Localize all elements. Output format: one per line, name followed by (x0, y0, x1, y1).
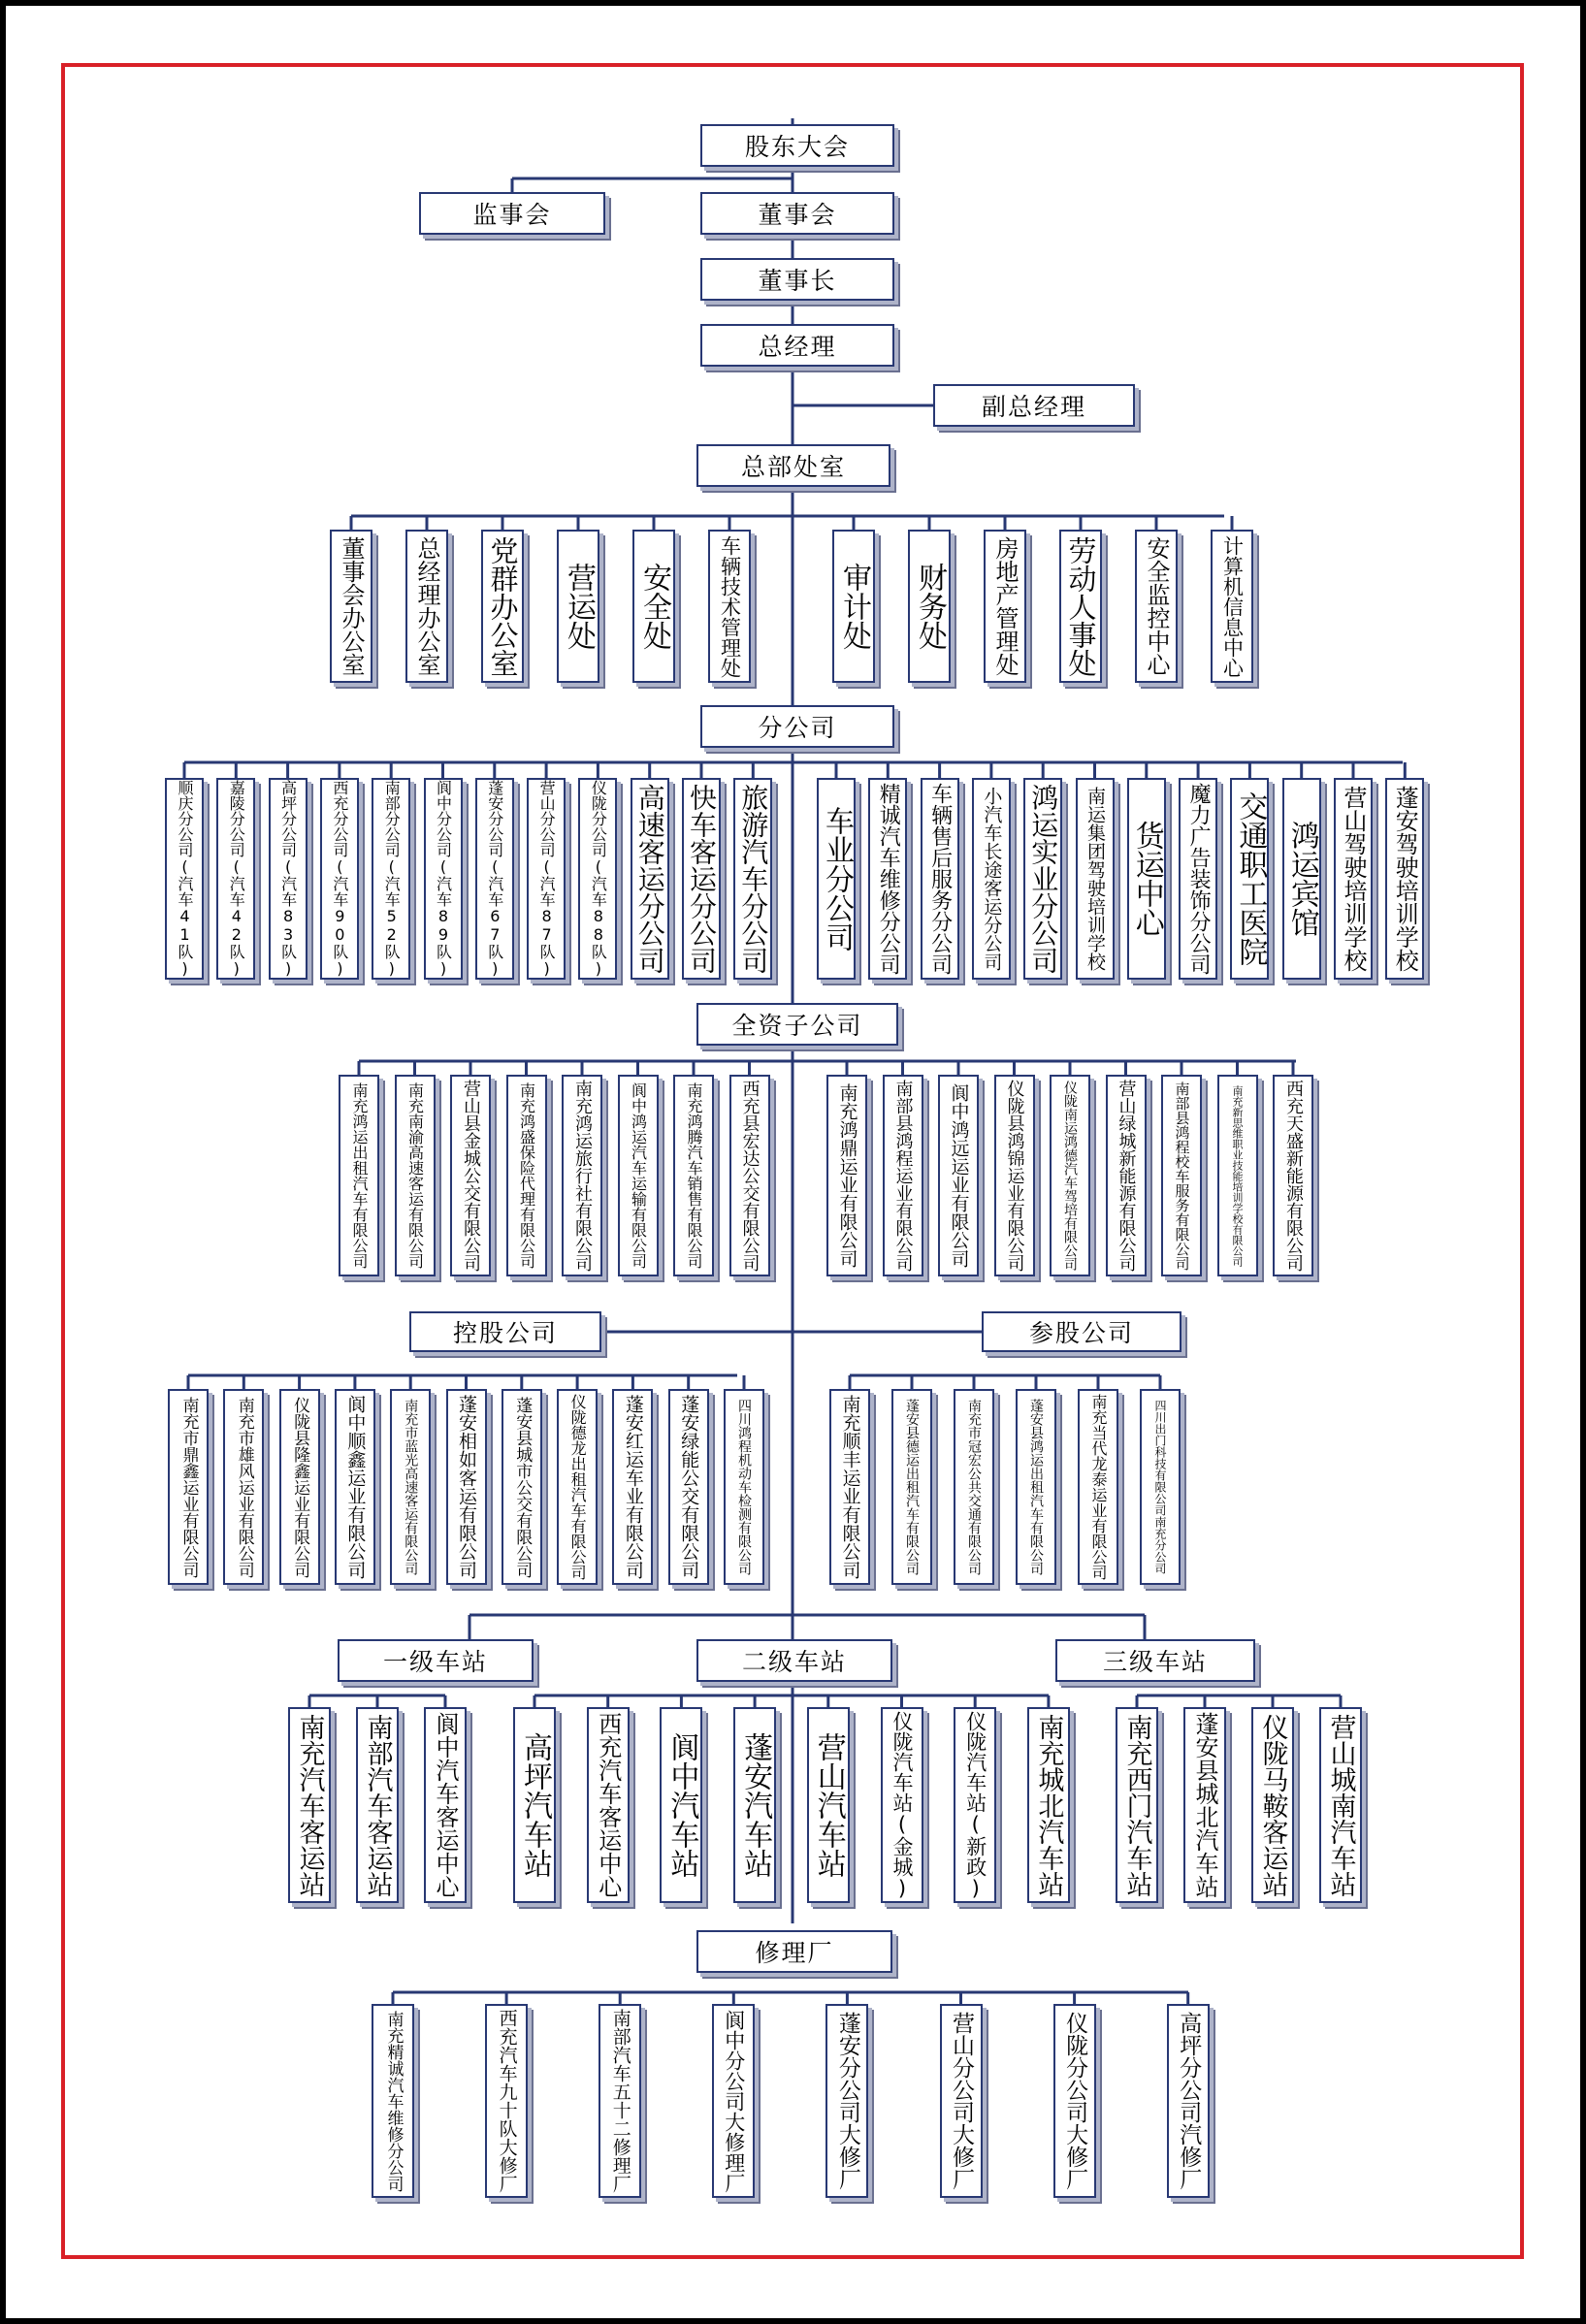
participations-box[interactable]: 参股公司 (982, 1311, 1181, 1352)
repair-item-6-label: 仪陇分公司大修厂 (1062, 2012, 1088, 2190)
branch-item-11[interactable] (733, 778, 772, 980)
participation-item-4-label: 南充当代龙泰运业有限公司 (1089, 1394, 1108, 1580)
branch-item-20[interactable] (1230, 778, 1269, 980)
subsidiary-item-8[interactable] (826, 1075, 867, 1276)
participation-item-2-label: 南充市冠宏公共交通有限公司 (966, 1399, 982, 1575)
station-level2-item-3[interactable] (733, 1707, 776, 1903)
holding-item-9-label: 蓬安绿能公交有限公司 (678, 1395, 700, 1579)
headquarters-item-4[interactable] (632, 530, 675, 683)
subsidiary-item-13[interactable] (1106, 1075, 1147, 1276)
branch-item-18-label: 货运中心 (1129, 821, 1164, 937)
branch-item-0-label: 顺庆分公司(汽车41队) (176, 780, 194, 978)
branch-item-19[interactable] (1179, 778, 1217, 980)
headquarters-item-2-label: 党群办公室 (486, 535, 520, 677)
holdings-box[interactable]: 控股公司 (409, 1311, 601, 1352)
branch-item-12[interactable] (817, 778, 856, 980)
headquarters-item-8-label: 房地产管理处 (991, 536, 1019, 676)
subsidiary-item-7-label: 西充县宏达公交有限公司 (739, 1080, 761, 1272)
headquarters-item-2[interactable] (481, 530, 524, 683)
subsidiary-item-5-label: 阆中鸿运汽车运输有限公司 (629, 1082, 648, 1269)
subsidiary-item-10-label: 阆中鸿远运业有限公司 (948, 1083, 970, 1268)
repair-item-1[interactable] (485, 2004, 528, 2198)
repair-item-0-label: 南充精诚汽车维修分公司 (383, 2010, 404, 2192)
participation-item-5-label: 四川出门科技有限公司南充分公司 (1153, 1400, 1167, 1574)
branch-item-5-label: 阆中分公司(汽车89队) (434, 780, 453, 978)
branch-item-21-label: 鸿运宾馆 (1284, 821, 1319, 937)
branch-item-11-label: 旅游汽车分公司 (737, 784, 770, 974)
headquarters-item-3-label: 营运处 (562, 563, 596, 650)
branch-item-3-label: 西充分公司(汽车90队) (330, 780, 349, 978)
branch-item-23-label: 蓬安驾驶培训学校 (1391, 786, 1419, 972)
branch-item-6[interactable] (475, 778, 514, 980)
subsidiary-item-8-label: 南充鸿鼎运业有限公司 (836, 1083, 858, 1268)
station-level3-item-3-label: 营山城南汽车站 (1325, 1713, 1356, 1897)
station-level1-item-2-label: 阆中汽车客运中心 (432, 1712, 459, 1898)
station-level1-item-1[interactable] (356, 1707, 399, 1903)
holding-item-2-label: 仪陇县隆鑫运业有限公司 (290, 1396, 310, 1578)
headquarters-item-10-label: 安全监控中心 (1143, 536, 1170, 676)
subsidiary-item-12[interactable] (1050, 1075, 1090, 1276)
participation-item-5[interactable] (1140, 1389, 1181, 1585)
repair-item-1-label: 西充汽车九十队大修厂 (496, 2009, 518, 2193)
subsidiary-item-3-label: 南充鸿盛保险代理有限公司 (517, 1082, 536, 1269)
subsidiary-item-15[interactable] (1217, 1075, 1258, 1276)
station-level2-item-3-label: 蓬安汽车站 (738, 1732, 773, 1878)
board-of-directors-box[interactable]: 董事会 (700, 192, 894, 235)
supervisory-board-box[interactable]: 监事会 (419, 192, 605, 235)
branch-item-10-label: 快车客运分公司 (686, 784, 718, 974)
branch-item-8[interactable] (578, 778, 617, 980)
branch-item-6-label: 蓬安分公司(汽车67队) (485, 780, 504, 978)
station-level2-item-5-label: 仪陇汽车站(金城) (890, 1710, 914, 1900)
repair-item-4-label: 蓬安分公司大修厂 (834, 2012, 860, 2190)
branch-item-19-label: 魔力广告装饰分公司 (1186, 783, 1212, 975)
repair-item-3[interactable] (712, 2004, 755, 2198)
holding-item-8-label: 蓬安红运车业有限公司 (622, 1395, 644, 1579)
station-level1-item-2[interactable] (424, 1707, 467, 1903)
headquarters-item-9-label: 劳动人事处 (1064, 535, 1098, 677)
subsidiary-item-11[interactable] (994, 1075, 1035, 1276)
repair-item-5[interactable] (940, 2004, 983, 2198)
holding-item-9[interactable] (668, 1389, 709, 1585)
branch-item-15[interactable] (972, 778, 1011, 980)
station-level2-item-5[interactable] (881, 1707, 923, 1903)
chairman-box[interactable]: 董事长 (700, 258, 894, 301)
subsidiary-item-6-label: 南充鸿腾汽车销售有限公司 (685, 1082, 703, 1269)
holding-item-7-label: 仪陇德龙出租汽车有限公司 (568, 1394, 588, 1580)
holding-item-6[interactable] (502, 1389, 542, 1585)
branch-item-13-label: 精诚汽车维修分公司 (876, 783, 901, 975)
branch-item-22[interactable] (1334, 778, 1373, 980)
branch-item-12-label: 车业分公司 (820, 806, 854, 952)
headquarters-item-5[interactable] (708, 530, 751, 683)
participation-item-3[interactable] (1016, 1389, 1056, 1585)
subsidiary-item-4-label: 南充鸿运旅行社有限公司 (572, 1080, 593, 1272)
branch-item-2[interactable] (269, 778, 307, 980)
repair-item-4[interactable] (825, 2004, 868, 2198)
headquarters-item-9[interactable] (1059, 530, 1102, 683)
branch-item-9[interactable] (631, 778, 669, 980)
holding-item-7[interactable] (557, 1389, 598, 1585)
repair-item-2-label: 南部汽车五十二修理厂 (609, 2009, 631, 2193)
holding-item-10-label: 四川鸿程机动车检测有限公司 (736, 1399, 752, 1575)
branch-item-18[interactable] (1127, 778, 1166, 980)
branch-item-17-label: 南运集团驾驶培训学校 (1084, 787, 1106, 971)
headquarters-item-3[interactable] (557, 530, 599, 683)
subsidiary-item-16-label: 西充天盛新能源有限公司 (1283, 1080, 1304, 1272)
branch-item-13[interactable] (868, 778, 907, 980)
subsidiary-item-9[interactable] (883, 1075, 923, 1276)
branch-item-14-label: 车辆售后服务分公司 (927, 783, 953, 975)
station-level3-item-3[interactable] (1319, 1707, 1362, 1903)
station-level3-item-1[interactable] (1183, 1707, 1226, 1903)
headquarters-item-5-label: 车辆技术管理处 (718, 534, 742, 678)
branch-item-8-label: 仪陇分公司(汽车88队) (589, 780, 608, 978)
participation-item-3-label: 蓬安县鸿运出租汽车有限公司 (1028, 1399, 1044, 1575)
participation-item-1[interactable] (891, 1389, 932, 1585)
shareholders-meeting-box[interactable]: 股东大会 (700, 124, 894, 167)
branch-item-16[interactable] (1023, 778, 1062, 980)
headquarters-item-11[interactable] (1211, 530, 1253, 683)
subsidiary-item-15-label: 南充新思维职业技能培训学校有限公司 (1231, 1084, 1244, 1267)
subsidiary-item-0[interactable] (339, 1075, 379, 1276)
branch-item-21[interactable] (1282, 778, 1321, 980)
repair-item-0[interactable] (372, 2004, 414, 2198)
branch-item-9-label: 高速客运分公司 (633, 784, 666, 974)
subsidiary-item-13-label: 营山绿城新能源有限公司 (1116, 1080, 1137, 1272)
station-level3-item-0[interactable] (1116, 1707, 1158, 1903)
repair-item-3-label: 阆中分公司大修理厂 (722, 2009, 746, 2193)
participation-item-0[interactable] (829, 1389, 870, 1585)
headquarters-item-10[interactable] (1135, 530, 1178, 683)
station-level2-item-6-label: 仪陇汽车站(新政) (963, 1710, 987, 1900)
station-level1-box[interactable]: 一级车站 (338, 1639, 534, 1682)
station-level2-item-7[interactable] (1027, 1707, 1070, 1903)
participation-item-1-label: 蓬安县德运出租汽车有限公司 (904, 1399, 920, 1575)
holding-item-5[interactable] (446, 1389, 487, 1585)
branch-item-1[interactable] (216, 778, 255, 980)
station-level2-item-1[interactable] (587, 1707, 630, 1903)
station-level1-item-0[interactable] (288, 1707, 331, 1903)
holding-item-0-label: 南充市鼎鑫运业有限公司 (178, 1396, 199, 1578)
repair-item-2[interactable] (599, 2004, 641, 2198)
station-level2-item-0-label: 高坪汽车站 (518, 1732, 552, 1878)
repair-item-6[interactable] (1053, 2004, 1096, 2198)
participation-item-2[interactable] (954, 1389, 994, 1585)
subsidiary-item-4[interactable] (562, 1075, 602, 1276)
repair-item-5-label: 营山分公司大修厂 (949, 2012, 974, 2190)
headquarters-item-6-label: 审计处 (837, 563, 871, 650)
headquarters-item-0[interactable] (330, 530, 372, 683)
headquarters-item-8[interactable] (984, 530, 1026, 683)
holding-item-0[interactable] (168, 1389, 209, 1585)
holding-item-4[interactable] (390, 1389, 431, 1585)
station-level2-item-4[interactable] (807, 1707, 850, 1903)
subsidiary-item-5[interactable] (618, 1075, 659, 1276)
branch-item-20-label: 交通职工医院 (1233, 791, 1268, 966)
branch-item-4-label: 南部分公司(汽车52队) (382, 780, 402, 978)
branch-item-7[interactable] (527, 778, 566, 980)
holding-item-3-label: 阆中顺鑫运业有限公司 (344, 1395, 367, 1579)
holding-item-2[interactable] (279, 1389, 320, 1585)
repair-item-7-label: 高坪分公司汽修厂 (1176, 2012, 1202, 2190)
branch-item-7-label: 营山分公司(汽车87队) (537, 780, 557, 978)
repair-plant-box[interactable]: 修理厂 (696, 1930, 892, 1973)
headquarters-item-0-label: 董事会办公室 (338, 536, 365, 676)
station-level1-item-1-label: 南部汽车客运站 (362, 1713, 393, 1897)
subsidiary-item-2[interactable] (450, 1075, 491, 1276)
holding-item-1-label: 南充市雄风运业有限公司 (234, 1396, 254, 1578)
headquarters-item-7-label: 财务处 (913, 563, 947, 650)
subsidiary-item-6[interactable] (673, 1075, 714, 1276)
subsidiaries-box[interactable]: 全资子公司 (696, 1003, 898, 1046)
station-level2-item-6[interactable] (954, 1707, 996, 1903)
subsidiary-item-2-label: 营山县金城公交有限公司 (461, 1080, 481, 1272)
repair-item-7[interactable] (1167, 2004, 1210, 2198)
branch-item-2-label: 高坪分公司(汽车83队) (278, 780, 298, 978)
subsidiary-item-0-label: 南充鸿运出租汽车有限公司 (350, 1082, 369, 1269)
subsidiary-item-14-label: 南部县鸿程校车服务有限公司 (1173, 1081, 1191, 1271)
branch-item-4[interactable] (372, 778, 410, 980)
station-level3-box[interactable]: 三级车站 (1055, 1639, 1255, 1682)
station-level3-item-0-label: 南充西门汽车站 (1121, 1713, 1152, 1897)
headquarters-item-11-label: 计算机信息中心 (1220, 534, 1245, 678)
headquarters-item-1-label: 总经理办公室 (413, 536, 440, 676)
branch-item-0[interactable] (165, 778, 204, 980)
subsidiary-item-14[interactable] (1161, 1075, 1202, 1276)
headquarters-item-7[interactable] (908, 530, 951, 683)
branch-item-5[interactable] (424, 778, 463, 980)
branch-item-3[interactable] (320, 778, 359, 980)
holding-item-8[interactable] (612, 1389, 653, 1585)
branch-item-22-label: 营山驾驶培训学校 (1340, 786, 1367, 972)
holding-item-10[interactable] (724, 1389, 764, 1585)
branch-item-1-label: 嘉陵分公司(汽车42队) (227, 780, 246, 978)
branch-item-14[interactable] (921, 778, 959, 980)
station-level3-item-1-label: 蓬安县城北汽车站 (1191, 1712, 1218, 1898)
station-level1-item-0-label: 南充汽车客运站 (294, 1713, 325, 1897)
participation-item-4[interactable] (1078, 1389, 1118, 1585)
subsidiary-item-7[interactable] (729, 1075, 770, 1276)
subsidiary-item-1[interactable] (395, 1075, 436, 1276)
holding-item-6-label: 蓬安县城市公交有限公司 (512, 1396, 533, 1578)
station-level2-item-2[interactable] (660, 1707, 702, 1903)
holding-item-4-label: 南充市蓝光高速客运有限公司 (403, 1399, 419, 1575)
station-level2-item-4-label: 营山汽车站 (811, 1732, 846, 1878)
general-manager-box[interactable]: 总经理 (700, 324, 894, 367)
station-level2-item-2-label: 阆中汽车站 (664, 1732, 699, 1878)
subsidiary-item-16[interactable] (1273, 1075, 1313, 1276)
headquarters-item-4-label: 安全处 (637, 563, 671, 650)
subsidiary-item-3[interactable] (506, 1075, 547, 1276)
holding-item-3[interactable] (335, 1389, 375, 1585)
station-level3-item-2[interactable] (1251, 1707, 1294, 1903)
station-level2-item-7-label: 南充城北汽车站 (1033, 1713, 1064, 1897)
branch-item-10[interactable] (682, 778, 721, 980)
station-level2-item-0[interactable] (513, 1707, 556, 1903)
station-level2-item-1-label: 西充汽车客运中心 (594, 1712, 622, 1898)
subsidiary-item-9-label: 南部县鸿程运业有限公司 (892, 1080, 914, 1272)
branch-item-16-label: 鸿运实业分公司 (1027, 784, 1060, 974)
headquarters-item-1[interactable] (405, 530, 448, 683)
holding-item-1[interactable] (223, 1389, 264, 1585)
headquarters-item-6[interactable] (832, 530, 875, 683)
station-level2-box[interactable]: 二级车站 (696, 1639, 892, 1682)
subsidiary-item-12-label: 仪陇南运鸿德汽车驾培有限公司 (1062, 1081, 1078, 1271)
branches-box[interactable]: 分公司 (700, 705, 894, 748)
participation-item-0-label: 南充顺丰运业有限公司 (839, 1395, 861, 1579)
subsidiary-item-10[interactable] (938, 1075, 979, 1276)
vice-general-manager-box[interactable]: 副总经理 (933, 384, 1135, 427)
branch-item-17[interactable] (1076, 778, 1115, 980)
holding-item-5-label: 蓬安相如客运有限公司 (456, 1395, 477, 1579)
branch-item-23[interactable] (1385, 778, 1424, 980)
subsidiary-item-11-label: 仪陇县鸿锦运业有限公司 (1004, 1080, 1025, 1272)
branch-item-15-label: 小汽车长途客运分公司 (981, 787, 1003, 971)
subsidiary-item-1-label: 南充南渝高速客运有限公司 (405, 1082, 425, 1269)
headquarters-box[interactable]: 总部处室 (696, 444, 890, 487)
station-level3-item-2-label: 仪陇马鞍客运站 (1257, 1713, 1288, 1897)
